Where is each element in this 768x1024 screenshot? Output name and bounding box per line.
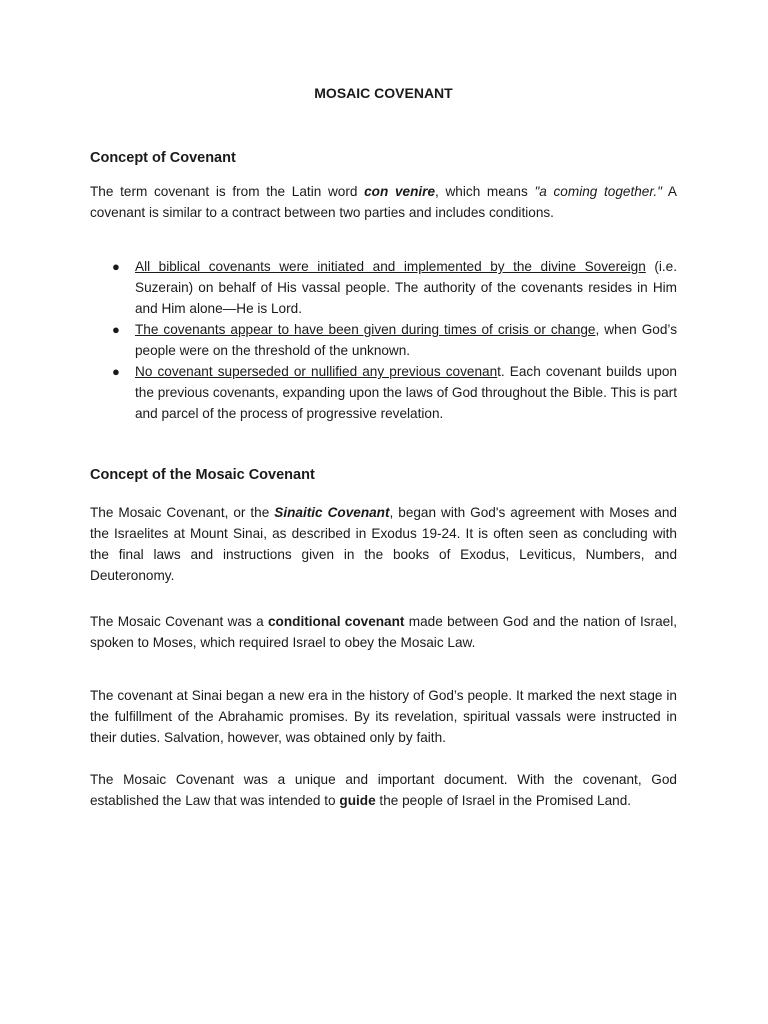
bullet-text: , when God’s people were on the threshold of the unknown. — [135, 322, 677, 358]
conditional-covenant-term: conditional covenant — [267, 614, 405, 629]
bullet-underlined-text: No covenant superseded or nullified any previous covenan — [135, 364, 498, 379]
p4-text-1: The Mosaic Covenant was a unique and important document. With the covenant, God established the Law that was intended to — [90, 772, 677, 808]
p1-text-2: , began with God's agreement with Moses and the Israelites at Mount Sinai, as described in Exodus 19-24. It is often seen as concluding with the final laws and instructions given in the books of Exodus, Leviticus, Numbers, and Deuteronomy. — [90, 505, 677, 583]
bullet-dot: ● — [112, 259, 120, 274]
document-title: MOSAIC COVENANT — [314, 85, 453, 101]
p2-text-2: made between God and the nation of Israel, spoken to Moses, which required Israel to obey the Mosaic Law. — [90, 614, 677, 650]
bullet-underlined-text: The covenants appear to have been given during times of crisis or change — [135, 322, 596, 337]
bullet-dot: ● — [112, 322, 120, 337]
p2-text-1: The Mosaic Covenant was a — [90, 614, 268, 629]
p1-text-1: The Mosaic Covenant, or the — [90, 505, 275, 520]
list-item — [90, 361, 677, 424]
mosaic-covenant-paragraph-3: The covenant at Sinai began a new era in the history of God’s people. It marked the next stage in the fulfillment of the Abrahamic promises. By its revelation, spiritual vassals were instructed in their duties. Salvation, however, was obtained only by faith. — [90, 688, 677, 745]
intro-text-1: The term covenant is from the Latin word — [90, 184, 365, 199]
list-item — [90, 319, 677, 361]
mosaic-covenant-paragraph-2 — [90, 611, 677, 653]
section-heading-concept-of-covenant: Concept of Covenant — [90, 150, 236, 166]
bullet-dot: ● — [112, 364, 120, 379]
latin-term: con venire — [364, 184, 436, 199]
bullet-text: t. Each covenant builds upon the previous covenants, expanding upon the laws of God throughout the Bible. This is part and parcel of the process of progressive revelation. — [135, 364, 677, 421]
covenant-bullet-list — [90, 256, 677, 424]
section-heading-mosaic-covenant: Concept of the Mosaic Covenant — [90, 467, 315, 483]
mosaic-covenant-paragraph-1 — [90, 502, 677, 586]
covenant-intro-paragraph — [90, 181, 677, 223]
p4-text-2: the people of Israel in the Promised Land. — [375, 793, 632, 808]
sinaitic-covenant-term: Sinaitic Covenant — [274, 505, 390, 520]
mosaic-covenant-paragraph-4 — [90, 769, 677, 811]
intro-text-2: , which means — [435, 184, 535, 199]
bullet-underlined-text: All biblical covenants were initiated and implemented by the divine Sovereign — [135, 259, 646, 274]
guide-term: guide — [339, 793, 376, 808]
intro-text-3: A covenant is similar to a contract between two parties and includes conditions. — [90, 184, 678, 220]
list-item — [90, 256, 677, 319]
bullet-text: (i.e. Suzerain) on behalf of His vassal people. The authority of the covenants resides in Him and Him alone—He is Lord. — [135, 259, 677, 316]
latin-meaning-quote: "a coming together." — [534, 184, 662, 199]
